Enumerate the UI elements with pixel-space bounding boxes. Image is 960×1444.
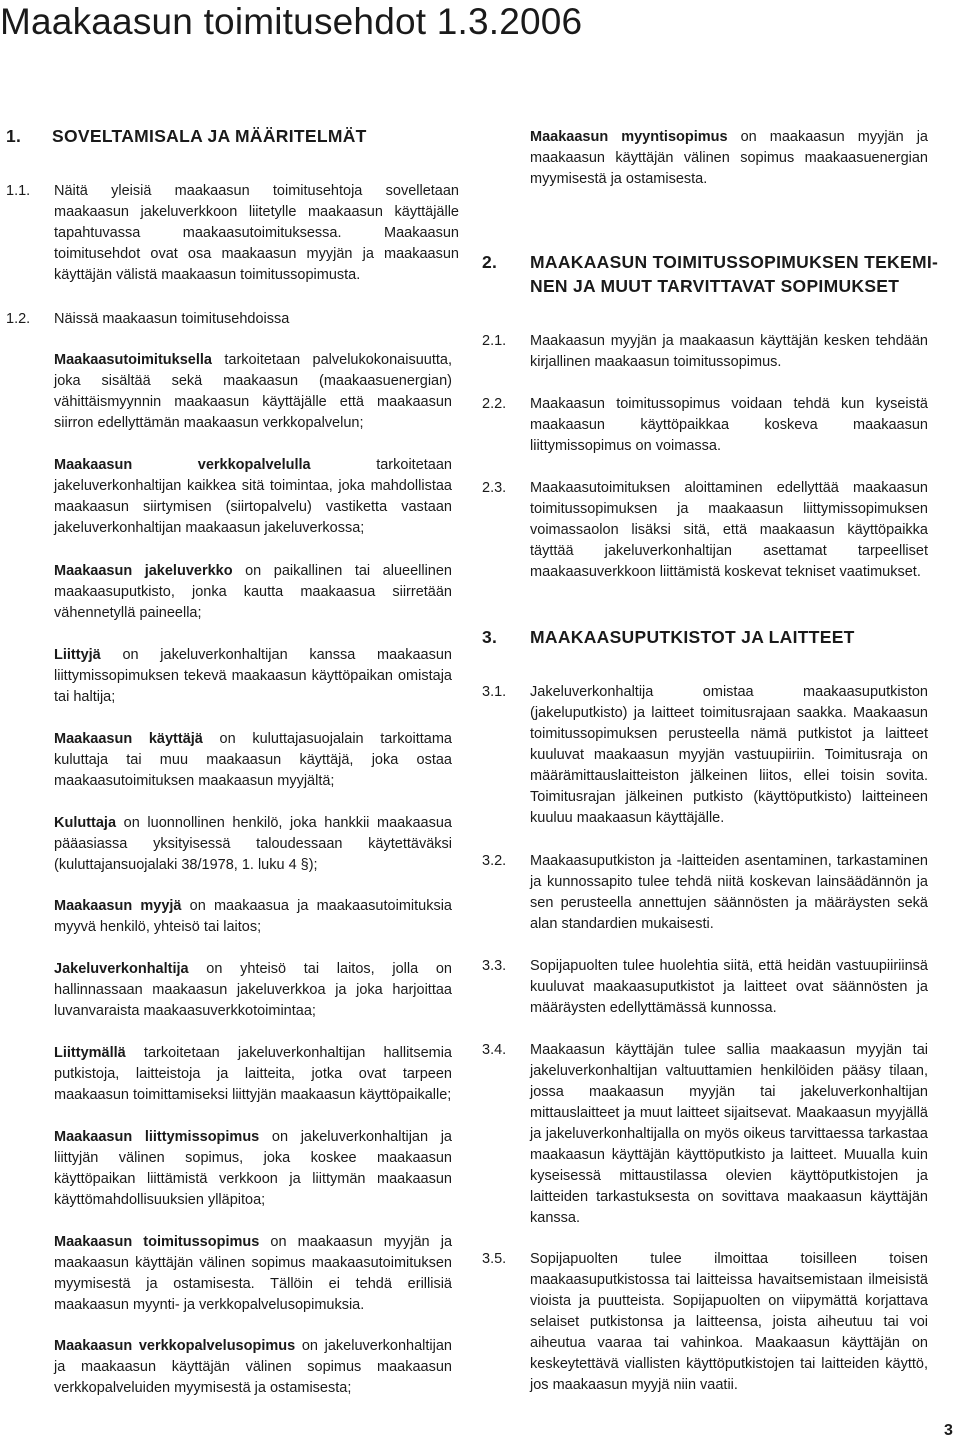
definition-paragraph (54, 1043, 452, 1106)
definition-paragraph (530, 127, 928, 190)
page-number: 3 (944, 1422, 953, 1439)
definition-term: Maakaasun liittymissopimus (54, 1129, 260, 1145)
definition-term: Liittymällä (54, 1045, 126, 1061)
definition-text: on maakaasun myyjän ja maakaasun käyttäjän välinen sopimus maakaasutoimituksen myymisestä ja ostamisesta. Tällöin ei tehdä erillisiä maakaasun myynti- ja verkkopalvelusopimuksia. (54, 1234, 453, 1313)
definition-term: Maakaasun jakeluverkko (54, 563, 233, 579)
definition-text: on maakaasua ja maakaasutoimituksia myyvä henkilö, yhteisö tai laitos; (54, 898, 452, 935)
definition-paragraph (54, 561, 452, 624)
definition-text: on maakaasun myyjän ja maakaasun käyttäjän välinen sopimus maakaasuenergian myymisestä ja ostamisesta. (530, 129, 928, 187)
section-3-number: 3. (482, 627, 498, 647)
definition-paragraph (54, 729, 452, 792)
item-3-3-text: Sopijapuolten tulee huolehtia siitä, että heidän vastuupiiriinsä kuuluvat maakaasuputkistot ja laitteet ovat säännösten ja määräysten edellyttämässä kunnossa. (530, 958, 928, 1016)
section-2-heading (482, 251, 939, 296)
definition-paragraph (54, 813, 452, 876)
item-2-2-number: 2.2. (482, 396, 507, 412)
section-1-heading (6, 125, 367, 147)
definition-term: Maakaasun verkkopalvelulla (54, 457, 311, 473)
item-2-3-text: Maakaasutoimituksen aloittaminen edellyttää maakaasun toimitussopimuksen ja maakaasun liittymissopimuksen voimassaolon lisäksi sitä, että maakaasun käyttöpaikka täyttää jakeluverkonhaltijan asettamat tarpeelliset maakaasuverkkoon liittämistä koskevat tekniset vaatimukset. (530, 480, 928, 580)
section-1-title: SOVELTAMISALA JA MÄÄRITELMÄT (52, 126, 367, 146)
definition-text: on jakeluverkonhaltijan ja maakaasun käyttäjän välinen sopimus maakaasun verkkopalveluiden myymisestä ja ostamisesta; (54, 1338, 452, 1396)
item-3-4-text: Maakaasun käyttäjän tulee sallia maakaasun myyjän tai jakeluverkonhaltijan valtuuttamien henkilöiden pääsy tilaan, jossa maakaasun myyjän tai jakeluverkonhaltijan mittauslaitteet ja muut laitteet sijaitsevat. Maakaasun myyjällä ja jakeluverkonhaltijalla on myös oikeus tarvittaessa tarkastaa maakaasun käyttäjän käyttöputkisto ja laitteet. Muualla kuin kyseisessä mittaustilassa olevien käyttöputkistojen ja laitteiden tarkastuksesta on sovittava maakaasun käyttäjän kanssa. (530, 1042, 928, 1226)
item-3-5-text: Sopijapuolten tulee ilmoittaa toisilleen toisen maakaasuputkistossa tai laitteissa havaitsemistaan ilmeisistä vioista ja puutteista. Sopijapuolten on viipymättä korjattava selaiset putkistonsa ja laitteensa, joista aiheutuu tai voi aiheutua vaaraa tai vahinkoa. Maakaasun käyttäjän on keskeytettävä viallisten käyttöputkistojen tai laitteiden käyttö, jos maakaasun myyjä niin vaatii. (530, 1251, 928, 1393)
item-3-5-number: 3.5. (482, 1251, 507, 1267)
section-3-heading (482, 626, 855, 648)
definition-text: tarkoitetaan palvelukokonaisuutta, joka sisältää sekä maakaasun (maakaasuenergian) vähittäismyynnin maakaasun käyttäjälle että maakaasun siirron edellyttämän maakaasun verkkopalvelun; (54, 352, 452, 431)
item-2-1-number: 2.1. (482, 333, 507, 349)
section-2-title-line-1: MAAKAASUN TOIMITUSSOPIMUKSEN TEKEMI- (530, 252, 939, 272)
definition-text: on yhteisö tai laitos, jolla on hallinnassaan maakaasun jakeluverkkoa ja joka harjoittaa luvanvaraista maakaasuverkkotoimintaa; (54, 961, 452, 1019)
item-1-1-number: 1.1. (6, 183, 31, 199)
item-3-2-number: 3.2. (482, 853, 507, 869)
definition-text: on kuluttajasuojalain tarkoittama kuluttaja tai muu maakaasun käyttäjä, joka ostaa maakaasutoimituksen maakaasun myyjältä; (54, 731, 452, 789)
item-2-3-number: 2.3. (482, 480, 507, 496)
definition-paragraph (54, 350, 452, 434)
definition-term: Kuluttaja (54, 815, 117, 831)
item-1-2-text: Näissä maakaasun toimitusehdoissa (54, 311, 290, 327)
definition-term: Maakaasutoimituksella (54, 352, 212, 368)
item-2-1-text: Maakaasun myyjän ja maakaasun käyttäjän kesken tehdään kirjallinen maakaasun toimitussopimus. (530, 333, 928, 370)
definition-term: Maakaasun verkkopalvelusopimus (54, 1338, 296, 1354)
definition-term: Liittyjä (54, 647, 101, 663)
item-1-1-text: Näitä yleisiä maakaasun toimitusehtoja sovelletaan maakaasun jakeluverkkoon liitetylle maakaasun käyttäjälle tapahtuvassa maakaasutoimituksessa. Maakaasun toimitusehdot ovat osa maakaasun myyjän ja maakaasun käyttäjän välistä maakaasun toimitussopimusta. (54, 183, 459, 283)
item-1-2-number: 1.2. (6, 311, 31, 327)
definition-term: Maakaasun myyjä (54, 898, 182, 914)
definition-paragraph (54, 1232, 452, 1316)
definition-term: Maakaasun myyntisopimus (530, 129, 728, 145)
definition-paragraph (54, 896, 452, 938)
definition-term: Maakaasun toimitussopimus (54, 1234, 260, 1250)
definition-text: on jakeluverkonhaltijan kanssa maakaasun liittymissopimuksen tekevä maakaasun käyttöpaikan omistaja tai haltija; (54, 647, 452, 705)
section-3-title: MAAKAASUPUTKISTOT JA LAITTEET (530, 627, 855, 647)
section-1-number: 1. (6, 126, 22, 146)
definition-term: Maakaasun käyttäjä (54, 731, 203, 747)
definition-text: on jakeluverkonhaltijan ja liittyjän välinen sopimus, joka koskee maakaasun käyttöpaikan liittämistä verkkoon ja liittymän maakaasun käyttömahdollisuuksien ylläpitoa; (54, 1129, 452, 1208)
definition-paragraph (54, 1127, 452, 1211)
section-2-number: 2. (482, 252, 498, 272)
definition-text: on paikallinen tai alueellinen maakaasuputkisto, jonka kautta maakaasua siirretään vähennetyllä paineella; (54, 563, 452, 621)
definition-paragraph (54, 959, 452, 1022)
item-3-1-number: 3.1. (482, 684, 507, 700)
definition-text: on luonnollinen henkilö, joka hankkii maakaasua pääasiassa yksityisessä taloudessaan käytettäväksi (kuluttajansuojalaki 38/1978, 1. luku 4 §); (54, 815, 452, 873)
definition-text: tarkoitetaan jakeluverkonhaltijan hallitsemia putkistoja, laitteistoja ja laitteita, jotka ovat tarpeen maakaasun toimittamiseksi liittyjän maakaasun käyttöpaikalle; (54, 1045, 452, 1103)
item-3-4-number: 3.4. (482, 1042, 507, 1058)
item-3-2-text: Maakaasuputkiston ja -laitteiden asentaminen, tarkastaminen ja kunnossapito tulee tehdä niitä koskevan lainsäädännön ja sen perusteella annettujen säännösten ja määräysten sekä alan standardien mukaisesti. (530, 853, 928, 932)
definition-paragraph (54, 645, 452, 708)
definition-term: Jakeluverkonhaltija (54, 961, 189, 977)
item-3-1-text: Jakeluverkonhaltija omistaa maakaasuputkiston (jakeluputkisto) ja laitteet toimitusrajaan saakka. Maakaasun toimitussopimuksen perusteella nämä putkistot ja laitteet kuuluvat maakaasun myyjän vastuupiiriin. Toimitusraja on määrämittauslaitteiston jälkeinen liitos, ellei toisin sovita. Toimitusrajan jälkeinen putkisto (käyttöputkisto) laitteineen kuuluu maakaasun käyttäjälle. (530, 684, 928, 826)
definition-text: tarkoitetaan jakeluverkonhaltijan kaikkea sitä toimintaa, joka mahdollistaa maakaasun siirtymisen (siirtopalvelu) vastiketta vastaan jakeluverkonhaltijan maakaasun jakeluverkossa; (54, 457, 452, 536)
document-title: Maakaasun toimitusehdot 1.3.2006 (0, 1, 583, 42)
definition-paragraph (54, 1336, 452, 1399)
definition-paragraph (54, 455, 452, 539)
section-2-title-line-2: NEN JA MUUT TARVITTAVAT SOPIMUKSET (530, 276, 900, 296)
item-3-3-number: 3.3. (482, 958, 507, 974)
item-2-2-text: Maakaasun toimitussopimus voidaan tehdä kun kyseistä maakaasun käyttöpaikkaa koskeva maakaasun liittymissopimus on voimassa. (530, 396, 928, 454)
